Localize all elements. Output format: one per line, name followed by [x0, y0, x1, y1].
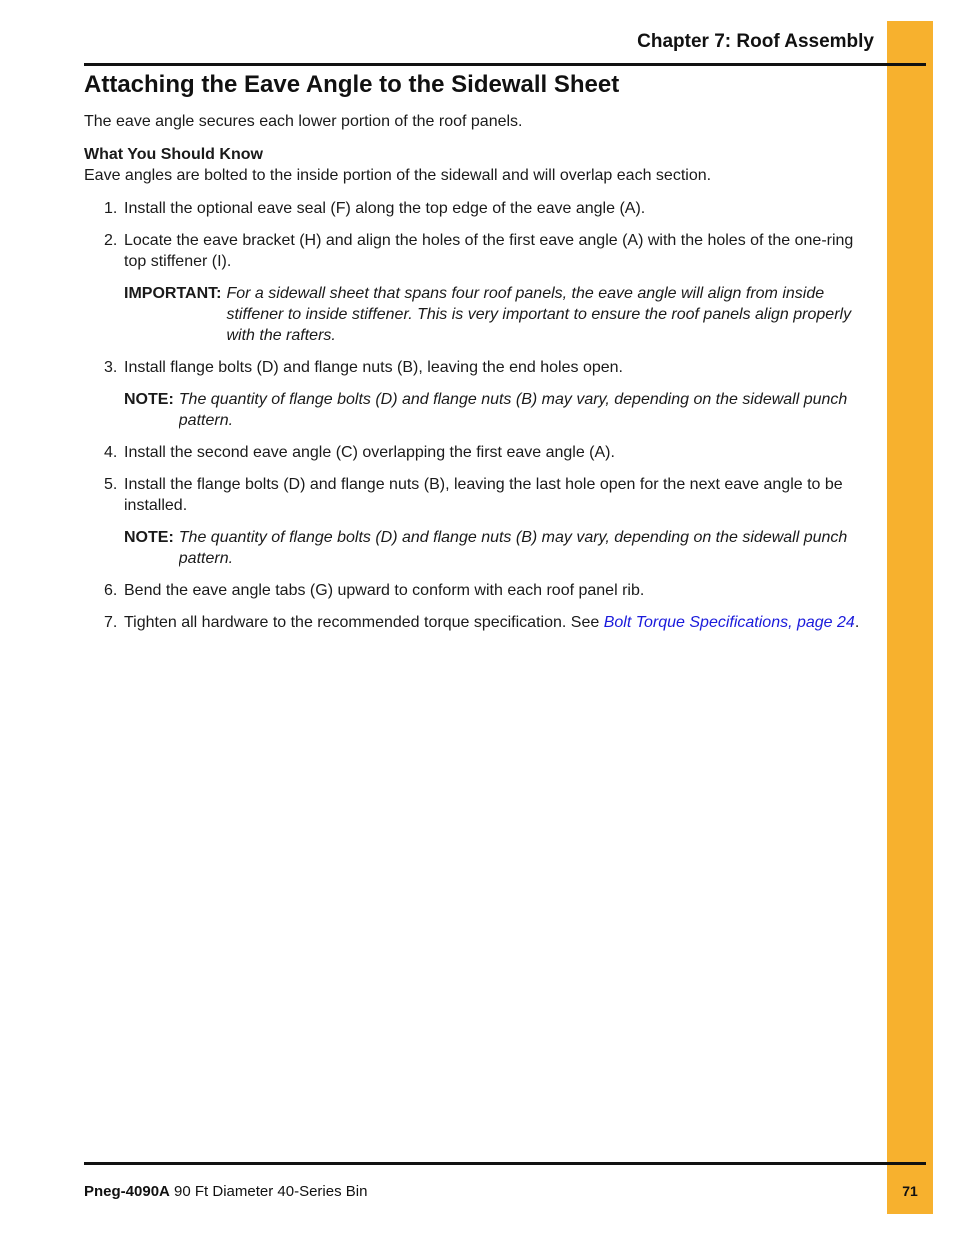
step-number: 1. — [104, 200, 118, 217]
intro-paragraph: The eave angle secures each lower portion of the roof panels. — [84, 113, 523, 130]
document-title: 90 Ft Diameter 40-Series Bin — [169, 1183, 368, 1200]
important-text: For a sidewall sheet that spans four roof panels, the eave angle will align from inside stiffener to inside stiffener. This is very important to ensure the roof panels align properly with the rafters. — [226, 285, 852, 344]
step-text: Tighten all hardware to the recommended torque specification. See — [124, 614, 604, 631]
step-number: 5. — [104, 476, 118, 493]
note-text: The quantity of flange bolts (D) and flange nuts (B) may vary, depending on the sidewall punch pattern. — [178, 391, 848, 429]
step-number: 6. — [104, 582, 118, 599]
step-number: 4. — [104, 444, 118, 461]
page-number: 71 — [902, 1183, 918, 1199]
step-text: Install the second eave angle (C) overlapping the first eave angle (A). — [124, 444, 615, 461]
note-label: NOTE: — [124, 529, 174, 546]
step-4 — [84, 442, 874, 463]
step-5 — [84, 474, 874, 516]
step-7 — [84, 612, 874, 633]
step-number: 2. — [104, 232, 118, 249]
footer-document-info — [84, 1183, 367, 1200]
important-label: IMPORTANT: — [124, 285, 222, 302]
important-callout — [124, 283, 874, 346]
step-suffix: . — [854, 614, 860, 631]
step-number: 7. — [104, 614, 118, 631]
note-callout — [124, 389, 874, 431]
document-code: Pneg-4090A — [84, 1183, 170, 1200]
step-text: Install the optional eave seal (F) along the top edge of the eave angle (A). — [124, 200, 646, 217]
footer-rule — [84, 1162, 926, 1165]
what-you-should-know-text: Eave angles are bolted to the inside portion of the sidewall and will overlap each section. — [84, 167, 712, 184]
step-text: Bend the eave angle tabs (G) upward to conform with each roof panel rib. — [124, 582, 645, 599]
step-1 — [84, 198, 874, 219]
step-number: 3. — [104, 359, 118, 376]
note-text: The quantity of flange bolts (D) and flange nuts (B) may vary, depending on the sidewall punch pattern. — [178, 529, 848, 567]
chapter-title: Chapter 7: Roof Assembly — [637, 31, 874, 52]
header-rule — [84, 63, 926, 66]
step-6 — [84, 580, 874, 601]
step-2 — [84, 230, 874, 272]
what-you-should-know-heading: What You Should Know — [84, 146, 263, 163]
step-text: Locate the eave bracket (H) and align the holes of the first eave angle (A) with the holes of the one-ring top stiffener (I). — [124, 232, 854, 270]
step-text: Install the flange bolts (D) and flange nuts (B), leaving the last hole open for the next eave angle to be installed. — [124, 476, 843, 514]
step-text: Install flange bolts (D) and flange nuts (B), leaving the end holes open. — [124, 359, 623, 376]
note-label: NOTE: — [124, 391, 174, 408]
chapter-side-tab — [887, 21, 933, 1214]
steps-list — [84, 198, 874, 633]
bolt-torque-link[interactable]: Bolt Torque Specifications, page 24 — [603, 614, 855, 631]
step-3 — [84, 357, 874, 378]
page-title: Attaching the Eave Angle to the Sidewall Sheet — [84, 71, 620, 98]
note-callout — [124, 527, 874, 569]
main-content — [84, 111, 874, 644]
